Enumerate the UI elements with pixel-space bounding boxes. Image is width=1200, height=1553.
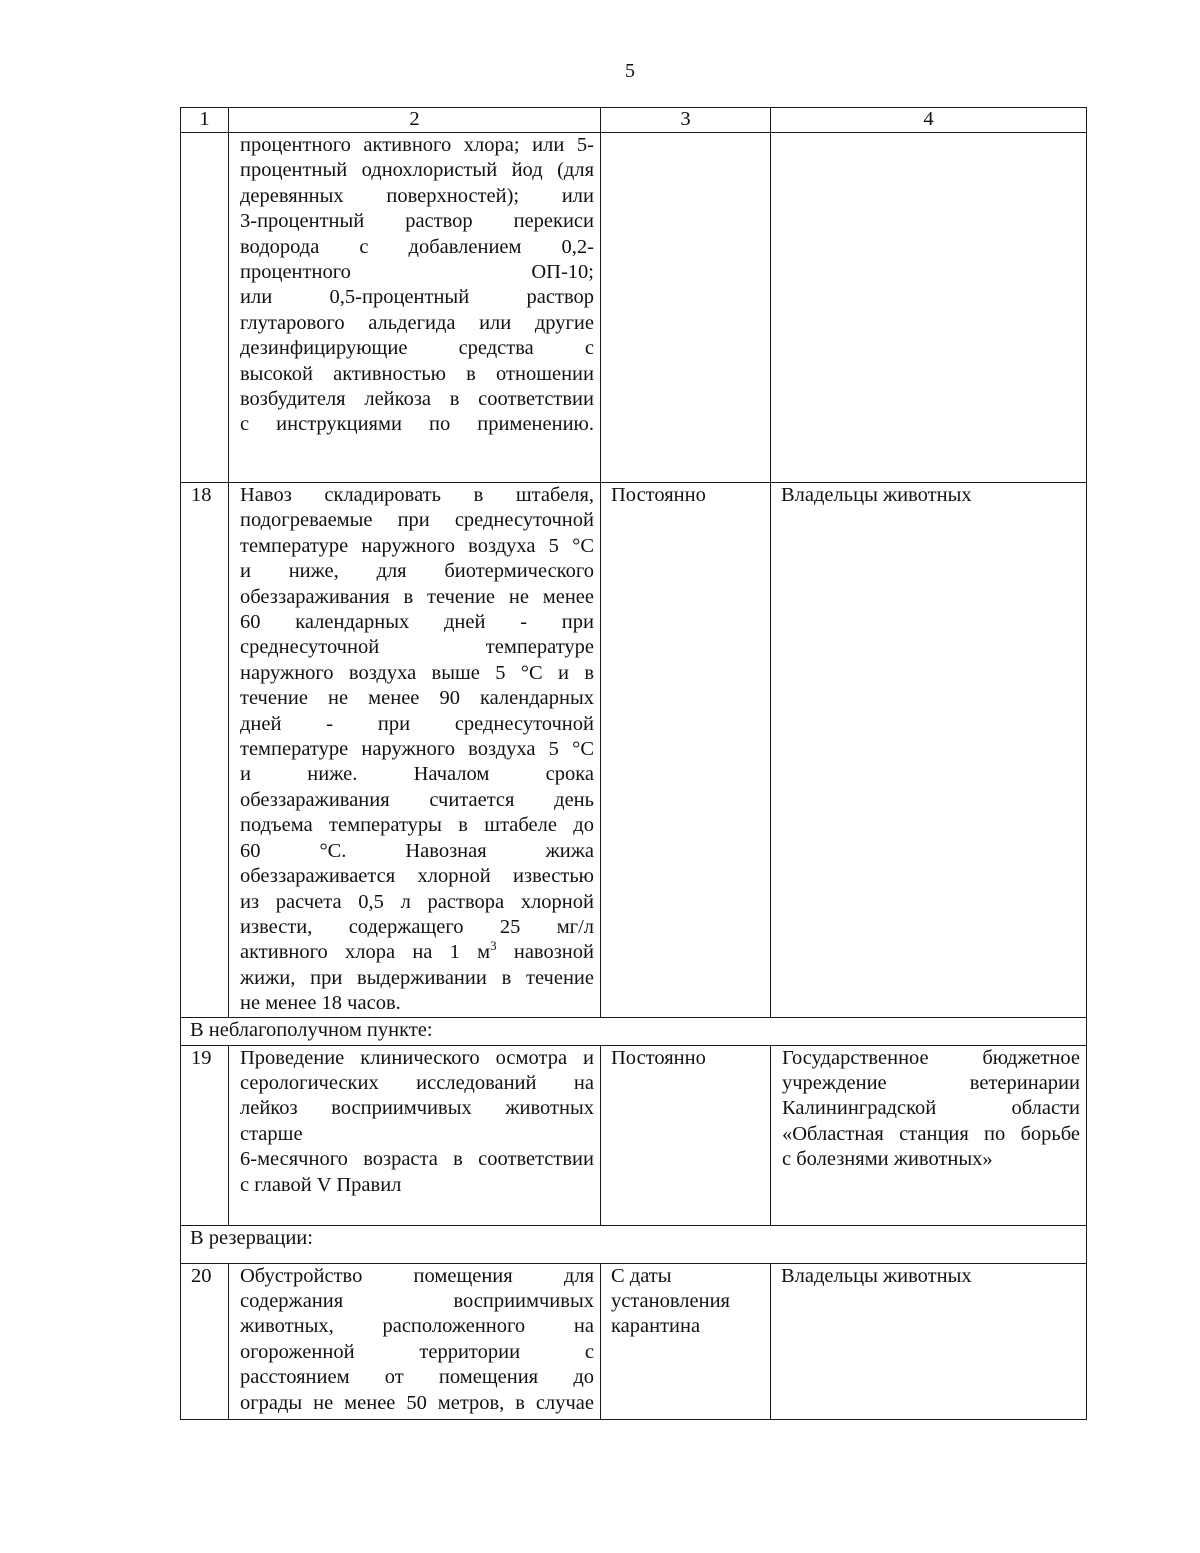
row-18-responsible: Владельцы животных (771, 483, 1087, 1018)
row-18-description: Навоз складировать в штабеля, подогреваемые при среднесуточной температуре наружного воздуха 5 °С и ниже, для биотермического обеззараживания в течение не менее 60 календарных дней - при среднесуточной температуре наружного воздуха выше 5 °С и в течение не менее 90 календарных дней - при среднесуточной температуре наружного воздуха 5 °С и ниже. Началом срока обеззараживания считается день подъема температуры в штабеле до 60 °С. Навозная жижа обеззараживается хлорной известью из расчета 0,5 л раствора хлорной извести, содержащего 25 мг/л активного хлора на 1 $м^3$ навозной жижи, при выдерживании в течение не менее 18 часов. (229, 483, 601, 1018)
table-row-20 (181, 1263, 1087, 1419)
row-20-responsible: Владельцы животных (771, 1263, 1087, 1419)
section-reservation-row (181, 1225, 1087, 1263)
section-reservation: В резервации: (181, 1225, 1087, 1263)
page-number: 5 (625, 60, 635, 82)
table-row-19 (181, 1045, 1087, 1225)
header-cell-2: 2 (229, 108, 601, 133)
row-19-description: Проведение клинического осмотра и серологических исследований на лейкоз восприимчивых животных старше 6-месячного возраста в соответствии с главой V Правил (229, 1045, 601, 1225)
section-unfavorable: В неблагополучном пункте: (181, 1017, 1087, 1045)
section-unfavorable-row (181, 1017, 1087, 1045)
measures-table (180, 107, 1087, 1420)
continuation-description: процентного активного хлора; или 5- процентный однохлористый йод (для деревянных поверхностей); или 3-процентный раствор перекиси водорода с добавлением 0,2- процентного ОП-10; или 0,5-процентный раствор глутарового альдегида или другие дезинфицирующие средства с высокой активностью в отношении возбудителя лейкоза в соответствии с инструкциями по применению. (229, 133, 601, 483)
row-20-number: 20 (181, 1263, 229, 1419)
header-cell-3: 3 (601, 108, 771, 133)
row-20-description: Обустройство помещения для содержания восприимчивых животных, расположенного на огороженной территории с расстоянием от помещения до ограды не менее 50 метров, в случае (229, 1263, 601, 1419)
row-18-period: Постоянно (601, 483, 771, 1018)
row-18-number: 18 (181, 483, 229, 1018)
header-cell-4: 4 (771, 108, 1087, 133)
table-row-18 (181, 483, 1087, 1018)
row-19-responsible: Государственное бюджетное учреждение ветеринарии Калининградской области «Областная станция по борьбе с болезнями животных» (771, 1045, 1087, 1225)
row-19-period: Постоянно (601, 1045, 771, 1225)
row-19-number: 19 (181, 1045, 229, 1225)
table-row-continuation (181, 133, 1087, 483)
row-20-period: С даты установления карантина (601, 1263, 771, 1419)
table-header-row (181, 108, 1087, 133)
header-cell-1: 1 (181, 108, 229, 133)
